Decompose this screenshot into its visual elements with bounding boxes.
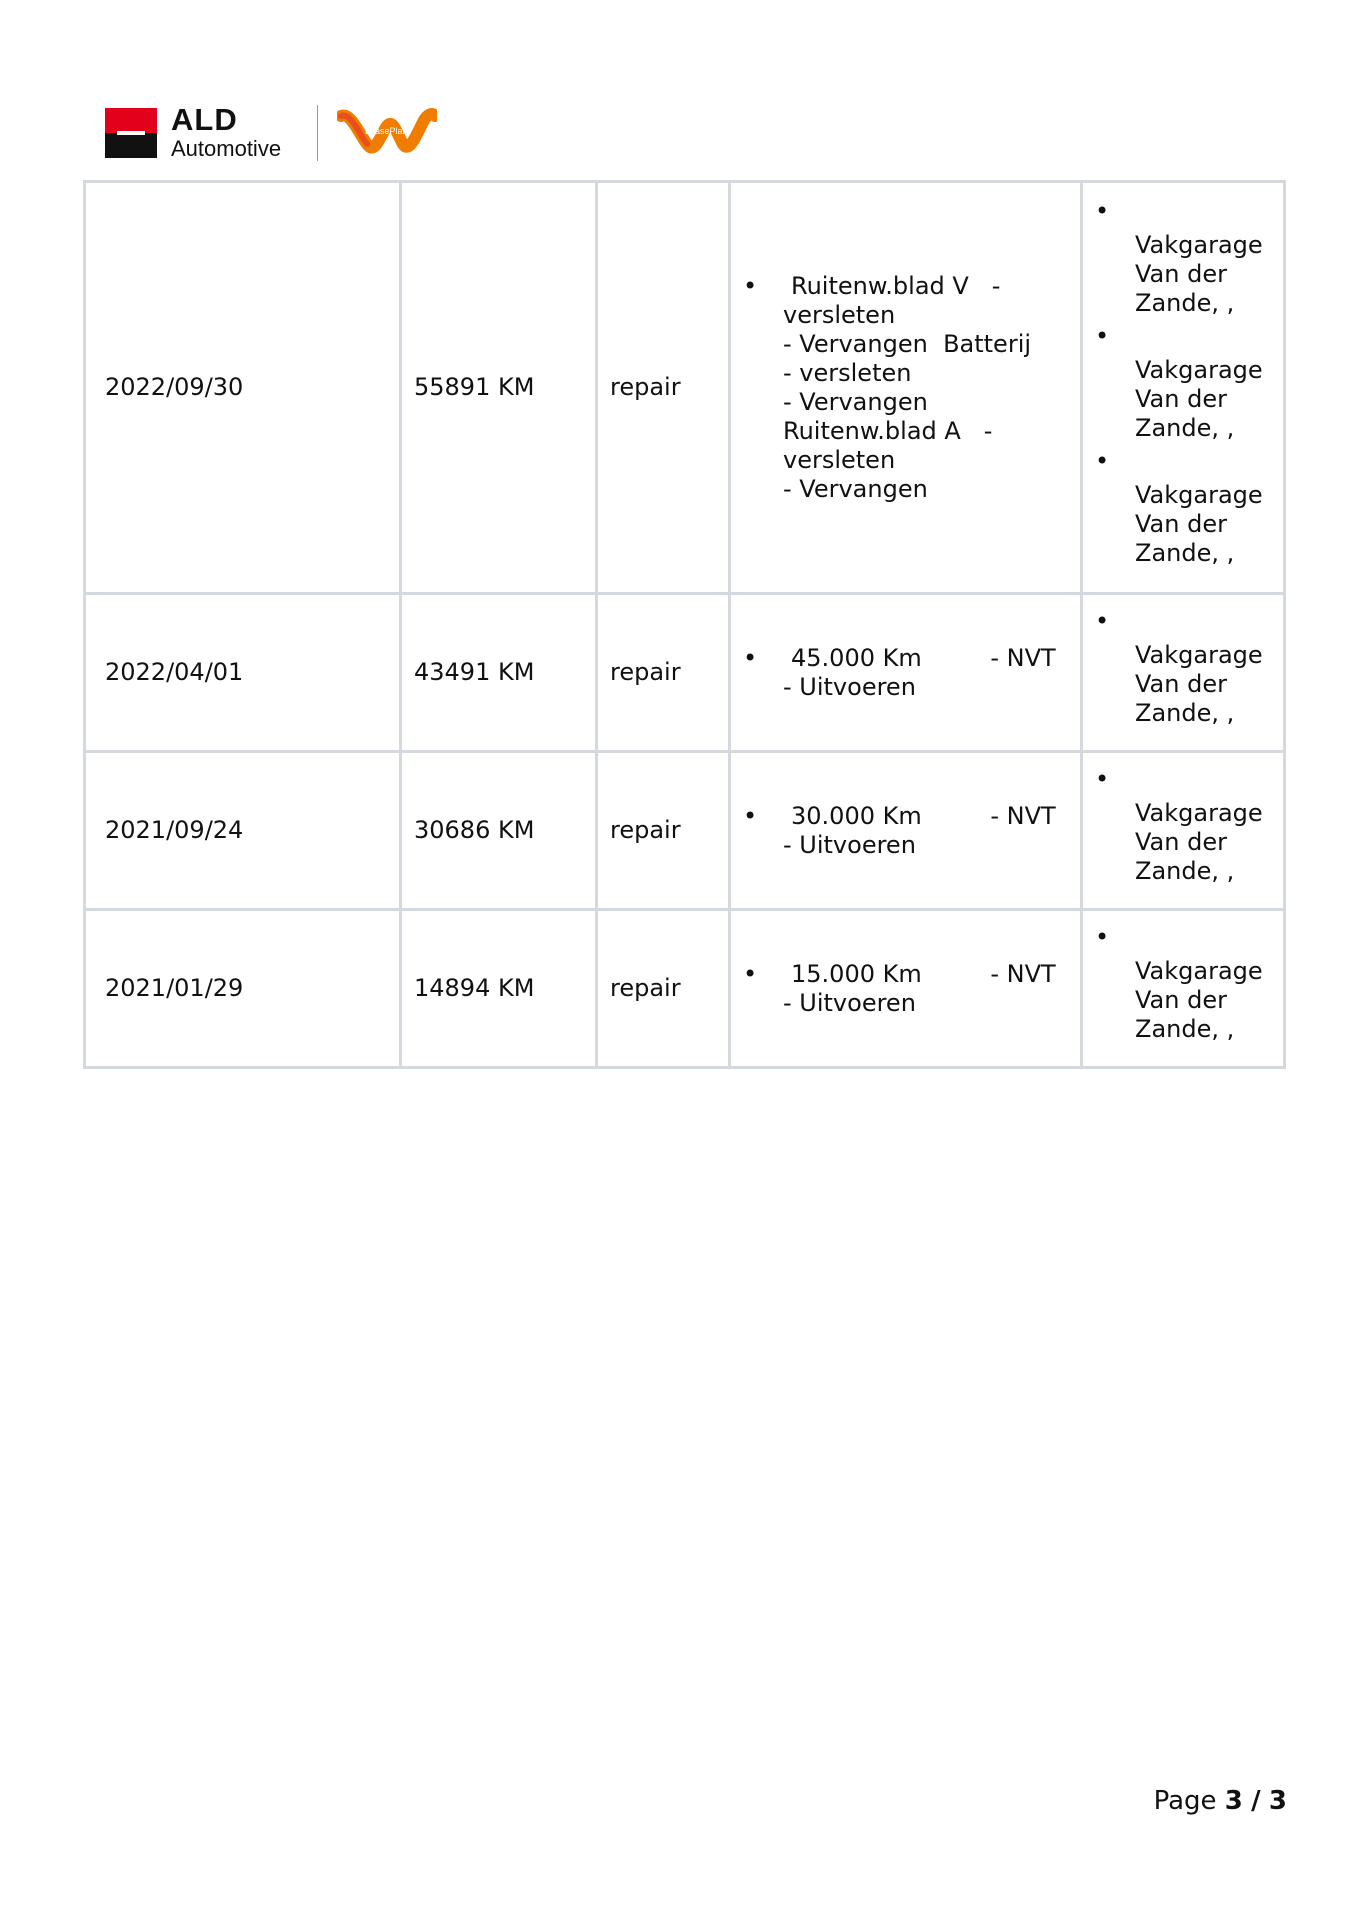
page-current: 3	[1224, 1786, 1243, 1816]
bullet-icon: •	[1095, 923, 1110, 951]
type-cell: repair	[597, 594, 730, 752]
description-cell	[730, 910, 1082, 1068]
garage-line: Van der	[1135, 986, 1227, 1014]
ald-logo	[105, 108, 157, 158]
mileage-cell: 43491 KM	[401, 594, 597, 752]
garage-line: Zande, ,	[1135, 539, 1235, 567]
garage-line: Van der	[1135, 828, 1227, 856]
date-cell: 2021/01/29	[85, 910, 401, 1068]
description-line: Ruitenw.blad A -	[783, 416, 993, 445]
description-line: - Uitvoeren	[783, 830, 916, 859]
bullet-icon: •	[743, 801, 758, 830]
page-label: Page	[1153, 1786, 1217, 1816]
garage-line: Van der	[1135, 260, 1227, 288]
garage-item	[1083, 607, 1283, 728]
description-line: - Uitvoeren	[783, 988, 916, 1017]
table-row	[85, 752, 1285, 910]
description-line: - Vervangen	[783, 387, 928, 416]
mileage-cell: 55891 KM	[401, 182, 597, 594]
description-line: Ruitenw.blad V -	[791, 271, 1001, 300]
garage-item	[1083, 765, 1283, 886]
description-line: - Vervangen	[783, 474, 928, 503]
garage-line: Vakgarage	[1135, 957, 1263, 985]
type-cell: repair	[597, 752, 730, 910]
bullet-icon: •	[1095, 447, 1110, 475]
garage-line: Van der	[1135, 510, 1227, 538]
garage-cell	[1082, 752, 1285, 910]
garage-item	[1083, 197, 1283, 318]
description-line: 30.000 Km - NVT	[791, 801, 1056, 830]
garage-line: Zande, ,	[1135, 414, 1235, 442]
mileage-cell: 14894 KM	[401, 910, 597, 1068]
description-line: - Vervangen Batterij	[783, 329, 1032, 358]
description-item	[743, 959, 1070, 1018]
bullet-icon: •	[743, 271, 758, 300]
description-cell	[730, 752, 1082, 910]
table-row	[85, 910, 1285, 1068]
description-line: 15.000 Km - NVT	[791, 959, 1056, 988]
description-item	[743, 643, 1070, 702]
description-line: versleten	[783, 445, 896, 474]
garage-line: Van der	[1135, 670, 1227, 698]
mileage-cell: 30686 KM	[401, 752, 597, 910]
garage-item	[1083, 923, 1283, 1044]
table-row	[85, 182, 1285, 594]
garage-item	[1083, 447, 1283, 568]
page-number	[1154, 1786, 1287, 1816]
garage-line: Zande, ,	[1135, 1015, 1235, 1043]
bullet-icon: •	[1095, 197, 1110, 225]
description-line: - Uitvoeren	[783, 672, 916, 701]
bullet-icon: •	[1095, 322, 1110, 350]
garage-line: Vakgarage	[1135, 799, 1263, 827]
description-line: versleten	[783, 300, 896, 329]
description-line: - versleten	[783, 358, 912, 387]
garage-cell	[1082, 182, 1285, 594]
bullet-icon: •	[743, 643, 758, 672]
leaseplan-text: LeasePlan	[365, 126, 408, 136]
garage-line: Vakgarage	[1135, 641, 1263, 669]
ald-subtitle: Automotive	[171, 136, 282, 161]
date-cell: 2022/09/30	[85, 182, 401, 594]
description-cell	[730, 182, 1082, 594]
ald-wordmark	[171, 104, 281, 160]
description-item	[743, 271, 1070, 504]
type-cell: repair	[597, 910, 730, 1068]
page-total: 3	[1268, 1786, 1287, 1816]
garage-line: Zande, ,	[1135, 699, 1235, 727]
garage-cell	[1082, 910, 1285, 1068]
page-separator: /	[1251, 1786, 1261, 1816]
document-header	[105, 100, 445, 170]
description-item	[743, 801, 1070, 860]
garage-cell	[1082, 594, 1285, 752]
garage-line: Vakgarage	[1135, 481, 1263, 509]
garage-line: Van der	[1135, 385, 1227, 413]
garage-line: Zande, ,	[1135, 289, 1235, 317]
date-cell: 2021/09/24	[85, 752, 401, 910]
bullet-icon: •	[1095, 607, 1110, 635]
garage-line: Vakgarage	[1135, 356, 1263, 384]
type-cell: repair	[597, 182, 730, 594]
description-cell	[730, 594, 1082, 752]
bullet-icon: •	[1095, 765, 1110, 793]
garage-line: Vakgarage	[1135, 231, 1263, 259]
date-cell: 2022/04/01	[85, 594, 401, 752]
maintenance-history-table	[83, 180, 1286, 1069]
bullet-icon: •	[743, 959, 758, 988]
logo-divider	[317, 105, 318, 161]
description-line: 45.000 Km - NVT	[791, 643, 1056, 672]
garage-line: Zande, ,	[1135, 857, 1235, 885]
garage-item	[1083, 322, 1283, 443]
ald-name: ALD	[171, 102, 238, 137]
table-row	[85, 594, 1285, 752]
